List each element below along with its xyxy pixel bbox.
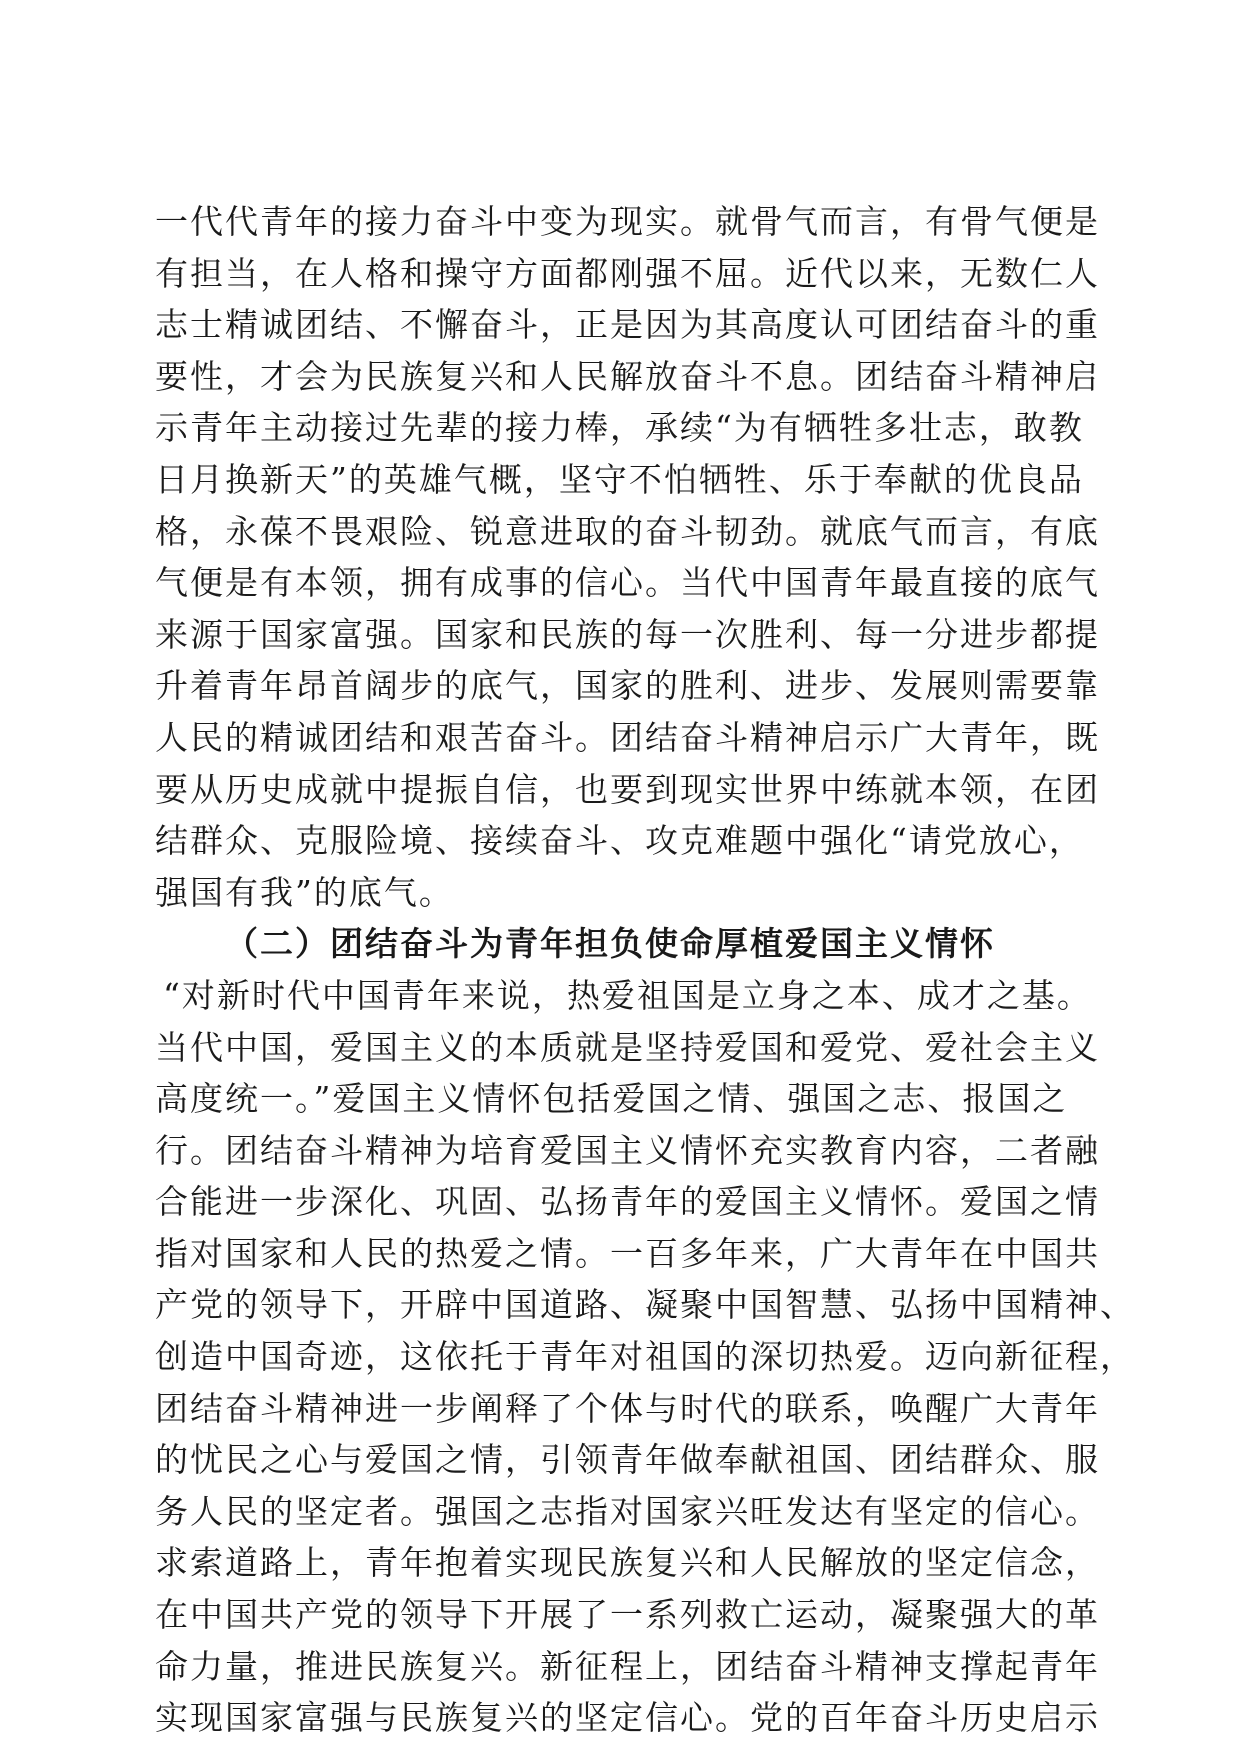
text-line: 创造中国奇迹，这依托于青年对祖国的深切热爱。迈向新征程， bbox=[155, 1337, 1135, 1377]
section-heading: （二）团结奋斗为青年担负使命厚植爱国主义情怀 bbox=[225, 924, 995, 964]
text-line: 求索道路上，青年抱着实现民族复兴和人民解放的坚定信念， bbox=[155, 1543, 1100, 1583]
text-line: 强国有我”的底气。 bbox=[155, 872, 454, 912]
text-line: 当代中国，爱国主义的本质就是坚持爱国和爱党、爱社会主义 bbox=[155, 1027, 1100, 1067]
text-line: 升着青年昂首阔步的底气，国家的胜利、进步、发展则需要靠 bbox=[155, 666, 1100, 706]
text-line: 高度统一。”爱国主义情怀包括爱国之情、强国之志、报国之 bbox=[155, 1079, 1068, 1119]
text-line: 在中国共产党的领导下开展了一系列救亡运动，凝聚强大的革 bbox=[155, 1595, 1100, 1635]
text-line: 结群众、克服险境、接续奋斗、攻克难题中强化“请党放心， bbox=[155, 821, 1084, 861]
text-line: 命力量，推进民族复兴。新征程上，团结奋斗精神支撑起青年 bbox=[155, 1646, 1100, 1686]
text-line: 产党的领导下，开辟中国道路、凝聚中国智慧、弘扬中国精神、 bbox=[155, 1285, 1135, 1325]
text-line: 一代代青年的接力奋斗中变为现实。就骨气而言，有骨气便是 bbox=[155, 202, 1100, 241]
text-line: 来源于国家富强。国家和民族的每一次胜利、每一分进步都提 bbox=[155, 614, 1100, 654]
text-line: 团结奋斗精神进一步阐释了个体与时代的联系，唤醒广大青年 bbox=[155, 1388, 1100, 1428]
text-line: 的忧民之心与爱国之情，引领青年做奉献祖国、团结群众、服 bbox=[155, 1440, 1100, 1480]
text-line: 示青年主动接过先辈的接力棒，承续“为有牺牲多壮志，敢教 bbox=[155, 408, 1084, 448]
text-line: 要从历史成就中提振自信，也要到现实世界中练就本领，在团 bbox=[155, 769, 1100, 809]
text-line: 实现国家富强与民族复兴的坚定信心。党的百年奋斗历史启示 bbox=[155, 1698, 1100, 1738]
body-text bbox=[155, 196, 1135, 1744]
text-line: 气便是有本领，拥有成事的信心。当代中国青年最直接的底气 bbox=[155, 563, 1100, 603]
text-line: 志士精诚团结、不懈奋斗，正是因为其高度认可团结奋斗的重 bbox=[155, 305, 1100, 345]
text-line: 日月换新天”的英雄气概，坚守不怕牺牲、乐于奉献的优良品 bbox=[155, 459, 1084, 499]
text-line: 要性，才会为民族复兴和人民解放奋斗不息。团结奋斗精神启 bbox=[155, 356, 1100, 396]
text-line: 务人民的坚定者。强国之志指对国家兴旺发达有坚定的信心。 bbox=[155, 1491, 1100, 1531]
text-line: 行。团结奋斗精神为培育爱国主义情怀充实教育内容，二者融 bbox=[155, 1130, 1100, 1170]
text-line: 合能进一步深化、巩固、弘扬青年的爱国主义情怀。爱国之情 bbox=[155, 1182, 1100, 1222]
text-line: 指对国家和人民的热爱之情。一百多年来，广大青年在中国共 bbox=[155, 1233, 1100, 1273]
text-line: 格，永葆不畏艰险、锐意进取的奋斗韧劲。就底气而言，有底 bbox=[155, 511, 1100, 551]
text-line: 人民的精诚团结和艰苦奋斗。团结奋斗精神启示广大青年，既 bbox=[155, 717, 1100, 757]
text-line: 有担当，在人格和操守方面都刚强不屈。近代以来，无数仁人 bbox=[155, 253, 1100, 293]
text-line: “对新时代中国青年来说，热爱祖国是立身之本、成才之基。 bbox=[163, 975, 1092, 1015]
